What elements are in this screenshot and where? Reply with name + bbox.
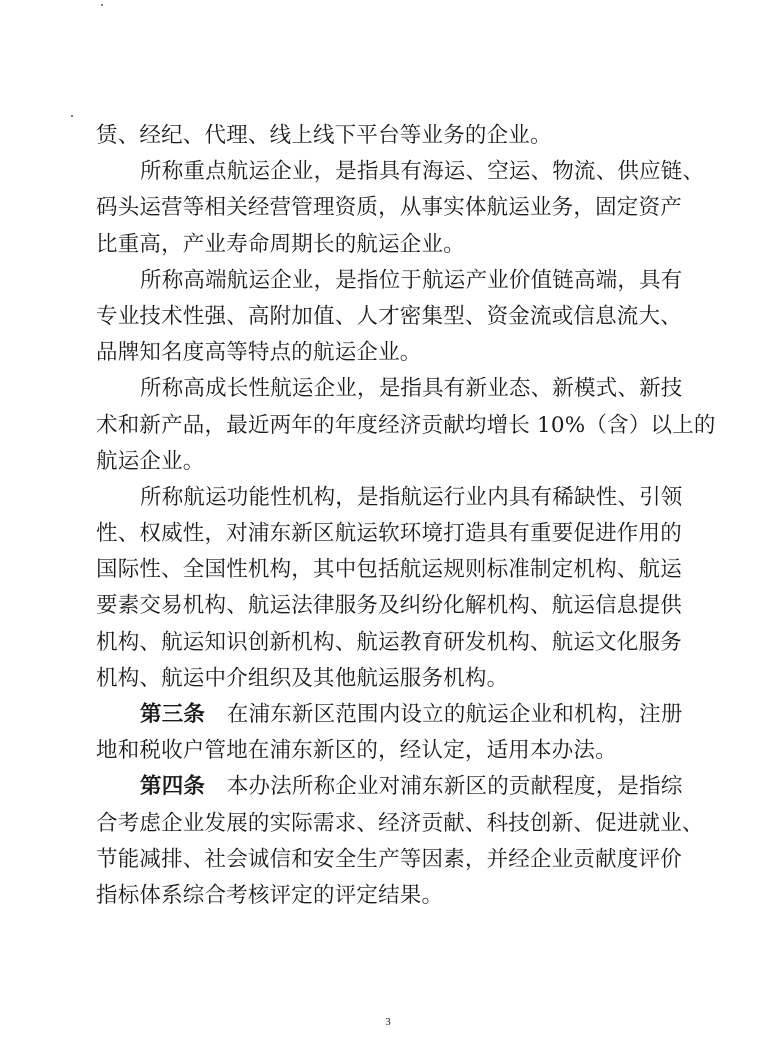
text-line	[96, 190, 696, 226]
line-text: 机构、航运知识创新机构、航运教育研发机构、航运文化服务	[96, 629, 682, 655]
text-line	[96, 625, 696, 661]
text-line	[96, 878, 696, 914]
text-line	[96, 227, 696, 263]
line-text: 性、权威性，对浦东新区航运软环境打造具有重要促进作用的	[96, 521, 682, 547]
text-line	[96, 516, 696, 552]
line-text: 品牌知名度高等特点的航运企业。	[96, 340, 422, 366]
text-line	[96, 769, 696, 805]
line-text: 指标体系综合考核评定的评定结果。	[96, 882, 444, 908]
text-line	[96, 299, 696, 335]
line-text: 专业技术性强、高附加值、人才密集型、资金流或信息流大、	[96, 303, 682, 329]
line-text: 所称高成长性航运企业，是指具有新业态、新模式、新技	[140, 376, 683, 402]
line-text: 赁、经纪、代理、线上线下平台等业务的企业。	[96, 123, 552, 148]
body-text	[96, 118, 716, 914]
text-line	[96, 552, 696, 588]
line-text: 节能减排、社会诚信和安全生产等因素，并经企业贡献度评价	[96, 846, 682, 872]
page-number: 3	[385, 1016, 391, 1028]
text-line	[96, 154, 705, 190]
text-line	[96, 697, 696, 733]
line-text: 国际性、全国性机构，其中包括航运规则标准制定机构、航运	[96, 557, 682, 583]
line-text: 所称重点航运企业，是指具有海运、空运、物流、供应链、	[140, 159, 705, 185]
line-text: 本办法所称企业对浦东新区的贡献程度，是指综	[226, 774, 683, 800]
article-heading: 第四条	[140, 774, 206, 800]
text-line	[96, 806, 704, 842]
line-text: 要素交易机构、航运法律服务及纠纷化解机构、航运信息提供	[96, 593, 682, 619]
line-text: 术和新产品，最近两年的年度经济贡献均增长 10%（含）以上的	[96, 412, 716, 438]
text-line	[96, 371, 696, 407]
text-line	[96, 444, 696, 480]
line-text: 航运企业。	[96, 448, 205, 474]
text-line	[96, 263, 696, 299]
scan-dot	[71, 115, 73, 117]
line-text: 所称航运功能性机构，是指航运行业内具有稀缺性、引领	[140, 484, 683, 510]
text-line	[96, 661, 696, 697]
line-text: 在浦东新区范围内设立的航运企业和机构，注册	[226, 702, 683, 727]
line-text: 合考虑企业发展的实际需求、经济贡献、科技创新、促进就业、	[96, 810, 704, 836]
text-line	[96, 733, 696, 769]
line-text: 所称高端航运企业，是指位于航运产业价值链高端，具有	[140, 267, 683, 293]
line-text: 地和税收户管地在浦东新区的，经认定，适用本办法。	[96, 738, 617, 764]
text-line	[96, 480, 696, 516]
article-heading: 第三条	[140, 702, 206, 727]
text-line	[96, 118, 696, 154]
line-text: 比重高，产业寿命周期长的航运企业。	[96, 231, 465, 257]
text-line	[96, 408, 716, 444]
text-line	[96, 335, 696, 371]
scan-dot	[101, 4, 103, 6]
line-text: 码头运营等相关经营管理资质，从事实体航运业务，固定资产	[96, 195, 682, 221]
text-line	[96, 588, 696, 624]
line-text: 机构、航运中介组织及其他航运服务机构。	[96, 665, 509, 691]
text-line	[96, 842, 696, 878]
